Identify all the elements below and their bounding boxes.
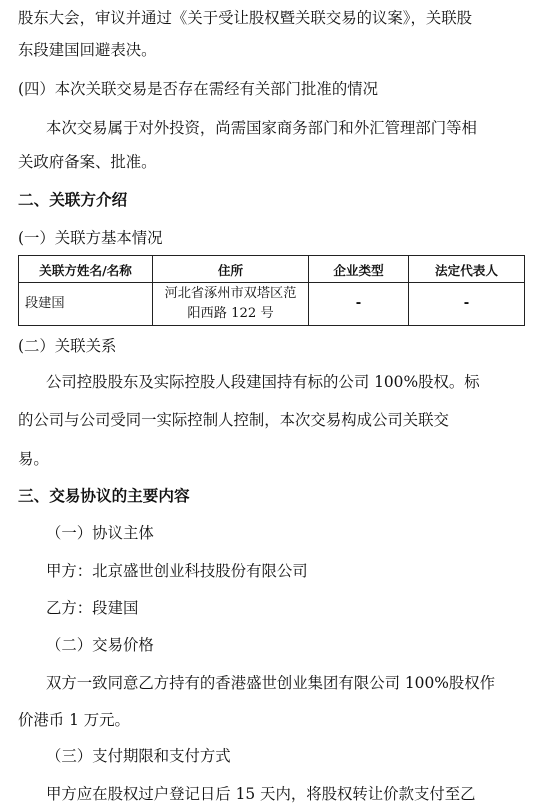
party-a: 甲方：北京盛世创业科技股份有限公司	[46, 562, 308, 580]
subsection-heading: (二）关联关系	[18, 337, 117, 355]
subsection-heading: （三）支付期限和支付方式	[46, 747, 231, 765]
cell-name: 段建国	[19, 283, 153, 326]
paragraph-line: 双方一致同意乙方持有的香港盛世创业集团有限公司 100%股权作	[46, 674, 496, 692]
subsection-heading: （一）协议主体	[46, 524, 154, 542]
column-header-address: 住所	[153, 256, 309, 283]
subsection-heading: （二）交易价格	[46, 636, 154, 654]
paragraph-line: 公司控股股东及实际控股人段建国持有标的公司 100%股权。标	[46, 373, 480, 391]
paragraph-line: 本次交易属于对外投资，尚需国家商务部门和外汇管理部门等相	[46, 119, 477, 137]
party-b: 乙方：段建国	[46, 599, 139, 617]
cell-legal-rep: -	[409, 283, 525, 326]
paragraph-line: 甲方应在股权过户登记日后 15 天内，将股权转让价款支付至乙	[46, 785, 476, 803]
address-line-1: 河北省涿州市双塔区范	[164, 286, 297, 301]
section-heading: (四）本次关联交易是否存在需经有关部门批准的情况	[18, 80, 378, 98]
related-party-table	[18, 255, 525, 326]
column-header-legal-rep: 法定代表人	[409, 256, 525, 283]
paragraph-line: 关政府备案、批准。	[18, 153, 157, 171]
address-line-2: 阳西路 122 号	[187, 306, 274, 321]
paragraph-line: 东段建国回避表决。	[18, 41, 157, 59]
column-header-company-type: 企业类型	[309, 256, 409, 283]
cell-address	[153, 283, 309, 326]
cell-company-type: -	[309, 283, 409, 326]
paragraph-line	[18, 8, 524, 28]
table-row	[19, 283, 525, 326]
paragraph-line: 的公司与公司受同一实际控制人控制，本次交易构成公司关联交	[18, 411, 449, 429]
section-title: 二、关联方介绍	[18, 191, 128, 209]
table-header-row	[19, 256, 525, 283]
paragraph-line: 价港币 1 万元。	[18, 711, 130, 729]
text-segment: 股东大会，审议并通过《关于受让股权暨关联交易的议案》，关联股	[18, 9, 473, 27]
section-title: 三、交易协议的主要内容	[18, 487, 190, 505]
paragraph-line: 易。	[18, 450, 49, 468]
subsection-heading: (一）关联方基本情况	[18, 229, 163, 247]
column-header-name: 关联方姓名/名称	[19, 256, 153, 283]
